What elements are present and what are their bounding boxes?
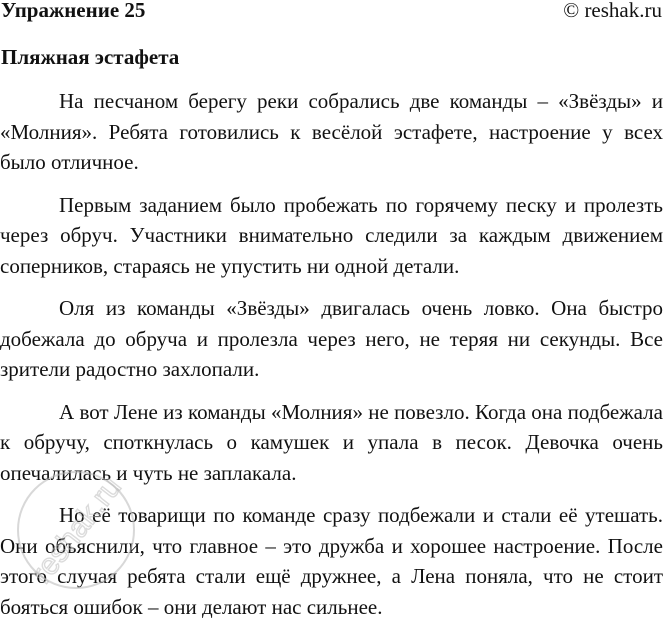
document-title: Пляжная эстафета [1,45,180,69]
exercise-title: Упражнение 25 [1,0,146,22]
watermark-text: reshak.ru [24,470,128,590]
document-body [0,86,663,622]
paragraph-3: Оля из команды «Звёзды» двигалась очень ловко. Она быстро добежала до обруча и пролезла через него, не теряя ни секунды. Все зрители радостно захлопали. [0,296,663,381]
paragraph-5: Но её товарищи по команде сразу подбежали и стали её утешать. Они объяснили, что главное – это дружба и хорошее настроение. После этого случая ребята стали ещё дружнее, а Лена поняла, что не стоит бояться ошибок – они делают нас сильнее. [0,503,663,619]
copyright-notice: © reshak.ru [563,0,662,22]
paragraph-2: Первым заданием было пробежать по горячему песку и пролезть через обруч. Участники внимательно следили за каждым движением соперников, стараясь не упустить ни одной детали. [0,192,663,278]
page-header [0,0,665,28]
paragraph-4: А вот Лене из команды «Молния» не повезло. Когда она подбежала к обручу, споткнулась о камушек и упала в песок. Девочка очень опечалилась и чуть не заплакала. [0,399,663,485]
paragraph-1: На песчаном берегу реки собрались две команды – «Звёзды» и «Молния». Ребята готовились к весёлой эстафете, настроение у всех было отличное. [0,89,663,174]
